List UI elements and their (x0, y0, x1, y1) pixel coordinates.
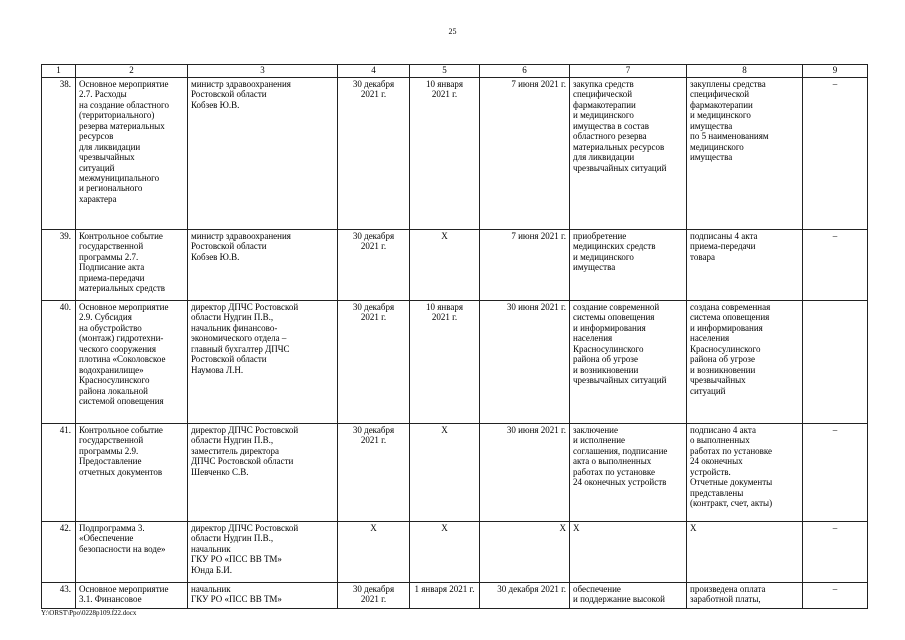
planned-date-cell (338, 78, 410, 230)
planned-date-cell (338, 424, 410, 522)
deviation-reason-cell (803, 78, 868, 230)
event-name-cell (76, 522, 188, 583)
end-date-cell (480, 301, 570, 424)
planned-date-cell (338, 522, 410, 583)
row-number: 38. (59, 79, 71, 89)
column-header: 2 (76, 65, 188, 78)
expected-result-cell (570, 583, 687, 609)
event-name: Основное мероприятие 3.1. Финансовое (79, 584, 169, 605)
start-date: X (441, 231, 448, 241)
row-number: 39. (59, 231, 71, 241)
responsible-executor-cell (188, 78, 338, 230)
column-header: 1 (42, 65, 76, 78)
column-header: 5 (410, 65, 480, 78)
start-date-cell (410, 522, 480, 583)
responsible-executor: директор ДПЧС Ростовской области Нудгин П.В., начальник ГКУ РО «ПСС ВВ ТМ» Юнда Б.И. (191, 523, 299, 575)
actual-result-cell (687, 301, 803, 424)
expected-result-cell (570, 301, 687, 424)
row-number: 41. (59, 425, 71, 435)
planned-date: 30 декабря 2021 г. (352, 584, 395, 605)
end-date-cell (480, 78, 570, 230)
start-date-cell (410, 583, 480, 609)
row-number-cell (42, 522, 76, 583)
column-header: 8 (687, 65, 803, 78)
responsible-executor-cell (188, 583, 338, 609)
expected-result: создание современной системы оповещения и информирования населения Красносулинского района об угрозе и возникновении чрезвычайных ситуаций (573, 302, 667, 386)
row-number: 42. (59, 523, 71, 533)
planned-date-cell (338, 230, 410, 301)
start-date: 10 января 2021 г. (426, 79, 463, 100)
report-table (41, 64, 868, 609)
expected-result: закупка средств специфической фармакотерапии и медицинского имущества в состав областного резерва материальных ресурсов для ликвидации чрезвычайных ситуаций (573, 79, 667, 173)
row-number-cell (42, 78, 76, 230)
end-date: 7 июня 2021 г. (511, 231, 566, 241)
column-header: 9 (803, 65, 868, 78)
end-date: X (559, 523, 566, 533)
table-row (42, 424, 868, 522)
table-header-row (42, 65, 868, 78)
event-name-cell (76, 301, 188, 424)
planned-date-cell (338, 301, 410, 424)
deviation-reason-cell (803, 301, 868, 424)
row-number: 43. (59, 584, 71, 594)
event-name-cell (76, 424, 188, 522)
expected-result-cell (570, 78, 687, 230)
planned-date: X (370, 523, 377, 533)
end-date-cell (480, 424, 570, 522)
start-date: 10 января 2021 г. (426, 302, 463, 323)
planned-date: 30 декабря 2021 г. (352, 231, 395, 252)
start-date-cell (410, 78, 480, 230)
deviation-reason: – (832, 523, 838, 533)
actual-result-cell (687, 230, 803, 301)
responsible-executor: директор ДПЧС Ростовской области Нудгин П.В., начальник финансово- экономического отдела – главный бухгалтер ДПЧС Ростовской области Наумова Л.Н. (191, 302, 299, 375)
end-date-cell (480, 230, 570, 301)
start-date: X (441, 425, 448, 435)
end-date: 30 декабря 2021 г. (497, 584, 566, 594)
expected-result: X (573, 523, 580, 533)
table-row (42, 522, 868, 583)
expected-result: заключение и исполнение соглашения, подписание акта о выполненных работах по установке 24 оконечных устройств (573, 425, 668, 488)
deviation-reason: – (832, 79, 838, 89)
start-date-cell (410, 230, 480, 301)
start-date: X (441, 523, 448, 533)
end-date: 30 июня 2021 г. (506, 302, 566, 312)
responsible-executor-cell (188, 424, 338, 522)
column-header: 3 (188, 65, 338, 78)
event-name: Контрольное событие государственной программы 2.7. Подписание акта приема-передачи материальных средств (79, 231, 166, 294)
actual-result: произведена оплата заработной платы, (690, 584, 766, 605)
expected-result-cell (570, 230, 687, 301)
expected-result: обеспечение и поддержание высокой (573, 584, 665, 605)
deviation-reason: – (832, 425, 838, 435)
expected-result-cell (570, 522, 687, 583)
file-path-footer: Y:\ORST\Ppo\0228p109.f22.docx (41, 609, 137, 617)
deviation-reason-cell (803, 424, 868, 522)
end-date-cell (480, 583, 570, 609)
event-name: Основное мероприятие 2.7. Расходы на создание областного (территориального) резерва материальных ресурсов для ликвидации чрезвычайных ситуаций межмуниципального и регионального характера (79, 79, 169, 204)
responsible-executor-cell (188, 301, 338, 424)
event-name: Подпрограмма 3. «Обеспечение безопасности на воде» (79, 523, 166, 554)
actual-result: создана современная система оповещения и информирования населения Красносулинского района об угрозе и возникновении чрезвычайных ситуаций (690, 302, 771, 396)
start-date-cell (410, 424, 480, 522)
deviation-reason-cell (803, 583, 868, 609)
event-name-cell (76, 78, 188, 230)
column-header: 4 (338, 65, 410, 78)
planned-date: 30 декабря 2021 г. (352, 79, 395, 100)
start-date-cell (410, 301, 480, 424)
end-date: 7 июня 2021 г. (511, 79, 566, 89)
deviation-reason-cell (803, 230, 868, 301)
end-date-cell (480, 522, 570, 583)
row-number: 40. (59, 302, 71, 312)
planned-date: 30 декабря 2021 г. (352, 425, 395, 446)
table-row (42, 230, 868, 301)
column-header: 7 (570, 65, 687, 78)
actual-result-cell (687, 78, 803, 230)
responsible-executor-cell (188, 522, 338, 583)
responsible-executor: начальник ГКУ РО «ПСС ВВ ТМ» (191, 584, 282, 605)
actual-result-cell (687, 424, 803, 522)
responsible-executor: директор ДПЧС Ростовской области Нудгин П.В., заместитель директора ДПЧС Ростовской области Шевченко С.В. (191, 425, 299, 477)
actual-result: X (690, 523, 697, 533)
actual-result: подписано 4 акта о выполненных работах по установке 24 оконечных устройств. Отчетные документы представлены (контракт, счет, акты) (690, 425, 773, 509)
row-number-cell (42, 424, 76, 522)
expected-result-cell (570, 424, 687, 522)
deviation-reason: – (832, 584, 838, 594)
deviation-reason-cell (803, 522, 868, 583)
event-name: Основное мероприятие 2.9. Субсидия на обустройство (монтаж) гидротехни- ческого сооружения плотина «Соколовское водохранилище» Красносулинского района локальной системой оповещения (79, 302, 169, 406)
table-row (42, 583, 868, 609)
event-name-cell (76, 230, 188, 301)
row-number-cell (42, 230, 76, 301)
row-number-cell (42, 583, 76, 609)
planned-date: 30 декабря 2021 г. (352, 302, 395, 323)
column-header: 6 (480, 65, 570, 78)
row-number-cell (42, 301, 76, 424)
end-date: 30 июня 2021 г. (506, 425, 566, 435)
actual-result-cell (687, 583, 803, 609)
responsible-executor-cell (188, 230, 338, 301)
actual-result: закуплены средства специфической фармакотерапии и медицинского имущества по 5 наименованиям медицинского имущества (690, 79, 769, 163)
actual-result: подписаны 4 акта приема-передачи товара (690, 231, 758, 262)
planned-date-cell (338, 583, 410, 609)
table-row (42, 78, 868, 230)
table-row (42, 301, 868, 424)
deviation-reason: – (832, 231, 838, 241)
actual-result-cell (687, 522, 803, 583)
expected-result: приобретение медицинских средств и медицинского имущества (573, 231, 656, 273)
page-number: 25 (448, 27, 457, 36)
responsible-executor: министр здравоохранения Ростовской области Кобзев Ю.В. (191, 231, 291, 262)
start-date: 1 января 2021 г. (414, 584, 475, 594)
event-name: Контрольное событие государственной программы 2.9. Предоставление отчетных документов (79, 425, 163, 477)
event-name-cell (76, 583, 188, 609)
responsible-executor: министр здравоохранения Ростовской области Кобзев Ю.В. (191, 79, 291, 110)
